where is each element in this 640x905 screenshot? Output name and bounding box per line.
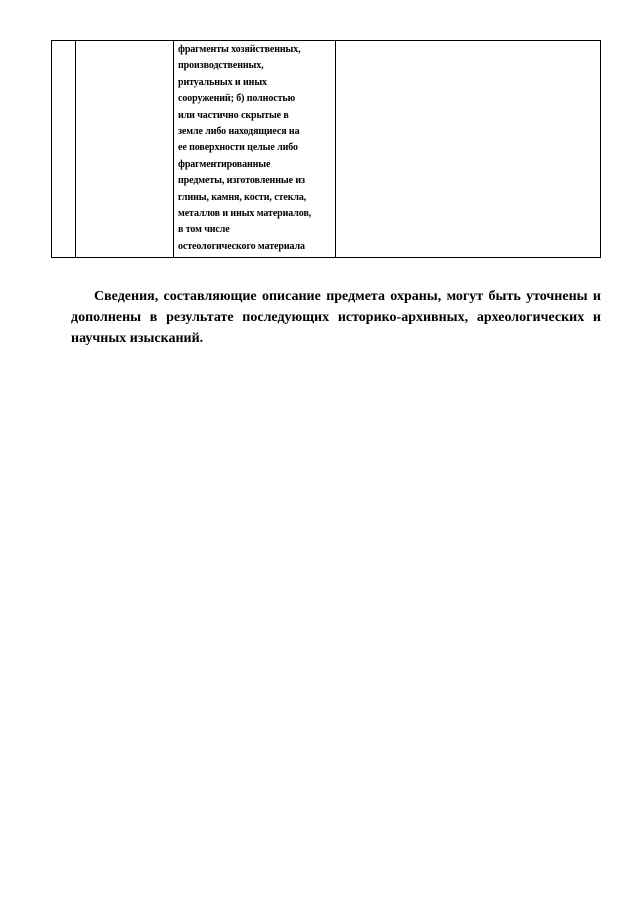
description-text <box>174 41 335 257</box>
object-protection-table <box>51 40 601 258</box>
table-cell-notes <box>336 41 601 258</box>
table-row <box>52 41 601 258</box>
description-line: фрагменты хозяйственных, <box>178 44 301 55</box>
description-line: или частично скрытые в <box>178 109 289 121</box>
description-line: в том числе <box>178 224 230 236</box>
table-cell-description <box>174 41 336 258</box>
description-line: остеологического материала <box>178 240 305 252</box>
body-paragraph: Сведения, составляющие описание предмета охраны, могут быть уточнены и дополнены в результате последующих историко-архивных, археологических и научных изысканий. <box>71 289 601 346</box>
description-line: сооружений; б) полностью <box>178 93 296 105</box>
table-cell-name <box>76 41 174 258</box>
description-line: земле либо находящиеся на <box>178 126 300 138</box>
description-line: предметы, изготовленные из <box>178 175 305 187</box>
description-line: глины, камня, кости, стекла, <box>178 191 307 203</box>
description-line: ее поверхности целые либо <box>178 142 298 154</box>
table-cell-number <box>52 41 76 258</box>
description-line: фрагментированные <box>178 158 271 170</box>
description-line: ритуальных и иных <box>178 76 267 88</box>
description-line: металлов и иных материалов, <box>178 208 312 220</box>
description-line: производственных, <box>178 60 264 72</box>
